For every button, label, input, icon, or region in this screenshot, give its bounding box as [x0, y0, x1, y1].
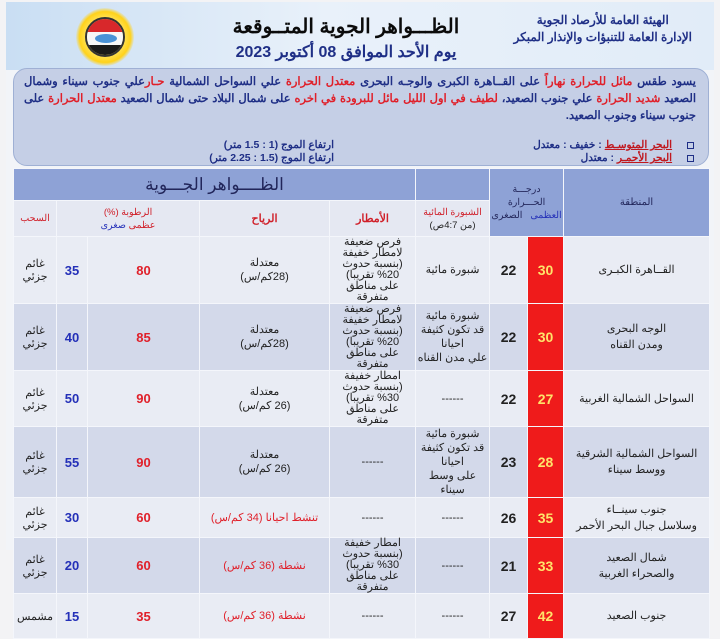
- summary-segment: على شمال البلاد حتى شمال الصعيد: [116, 93, 295, 105]
- summary-text: [24, 74, 696, 125]
- region-cell: [564, 594, 710, 639]
- table-row: [14, 498, 710, 538]
- temp-max-cell: 35: [528, 498, 564, 538]
- fog-cell-line: ------: [441, 392, 464, 405]
- wind-cell-line: معتدلة: [249, 449, 280, 461]
- table-row: [14, 371, 710, 427]
- table-row: [14, 538, 710, 594]
- header-temp-max: العظمى: [530, 210, 562, 221]
- region-cell: [564, 498, 710, 538]
- header-humidity-label: الرطوبة (%): [103, 206, 153, 218]
- temp-max-cell: 33: [528, 538, 564, 594]
- rain-cell-line: (بنسبة حدوث 30% تقريبا): [342, 381, 403, 404]
- rain-cell-line: ------: [361, 511, 384, 524]
- rain-cell-line: على مناطق متفرقة: [346, 347, 399, 370]
- header-fog: [416, 201, 490, 237]
- cloud-cell: غائم جزئي: [14, 498, 57, 538]
- region-cell-line: شمال الصعيد: [606, 551, 667, 564]
- rain-cell: [330, 594, 416, 639]
- header-hum-max: عظمى: [128, 219, 156, 231]
- rain-cell: [330, 371, 416, 427]
- region-cell-line: السواحل الشمالية الشرقية: [575, 448, 698, 460]
- temp-max-cell: 30: [528, 237, 564, 304]
- rain-cell-line: امطار خفيفة: [344, 537, 401, 549]
- humidity-max-cell: 60: [88, 538, 200, 594]
- region-cell-line: جنوب سينــاء: [606, 503, 667, 516]
- fog-cell-line: ------: [441, 610, 464, 622]
- fog-cell-line: ------: [441, 559, 464, 572]
- region-cell: [564, 427, 710, 498]
- rain-cell-line: على مناطق متفرقة: [346, 403, 399, 426]
- rain-cell-line: على مناطق متفرقة: [346, 280, 399, 303]
- org-line-1: الهيئة العامة للأرصاد الجوية: [536, 13, 669, 27]
- humidity-min-cell: 55: [57, 427, 88, 498]
- summary-segment: علي السواحل الشمالية: [164, 76, 286, 88]
- humidity-max-cell: 60: [88, 498, 200, 538]
- humidity-max-cell: 85: [88, 304, 200, 371]
- temp-min-cell: 22: [490, 371, 528, 427]
- wind-cell-line: (26 كم/س): [238, 399, 291, 412]
- checkbox-icon: [687, 142, 694, 149]
- forecast-table: [13, 168, 710, 639]
- table-row: [14, 304, 710, 371]
- summary-segment: مائل للحرارة نهاراً: [544, 76, 633, 88]
- temp-max-cell: 27: [528, 371, 564, 427]
- summary-segment: معتدل الحرارة: [48, 93, 117, 105]
- fog-cell: [416, 498, 490, 538]
- fog-cell: [416, 304, 490, 371]
- header-temperature: [490, 169, 564, 237]
- checkbox-icon: [687, 155, 694, 162]
- region-cell-line: السواحل الشمالية الغربية: [579, 392, 694, 405]
- fog-cell-line: على وسط سيناء: [428, 470, 477, 496]
- wind-cell: [200, 498, 330, 538]
- fog-cell-line: قد تكون كثيفة احيانا: [420, 442, 485, 468]
- rain-cell: [330, 237, 416, 304]
- temp-min-cell: 23: [490, 427, 528, 498]
- region-cell-line: والصحراء الغربية: [598, 567, 675, 580]
- header: [6, 2, 714, 70]
- region-cell-line: القــاهرة الكبـرى: [598, 264, 675, 276]
- header-hum-min: صغرى: [100, 219, 126, 231]
- table-row: [14, 594, 710, 639]
- wind-cell: [200, 427, 330, 498]
- sea-name: البحر الأحمـر: [616, 152, 673, 164]
- temp-min-cell: 26: [490, 498, 528, 538]
- wind-cell-line: (28كم/س): [240, 271, 289, 283]
- temp-min-cell: 21: [490, 538, 528, 594]
- fog-cell: [416, 237, 490, 304]
- weather-summary: [13, 68, 709, 166]
- wind-cell: [200, 304, 330, 371]
- rain-cell-line: (بنسبة حدوث 20% تقريبا): [342, 325, 403, 348]
- header-wind: الرياح: [200, 201, 330, 237]
- wind-cell: [200, 371, 330, 427]
- temp-min-cell: 22: [490, 237, 528, 304]
- summary-segment: حـار: [144, 76, 165, 88]
- humidity-min-cell: 50: [57, 371, 88, 427]
- summary-segment: شديد الحرارة: [596, 93, 661, 105]
- rain-cell: [330, 498, 416, 538]
- cloud-cell: مشمس: [14, 594, 57, 639]
- rain-cell-line: ------: [361, 610, 384, 622]
- humidity-min-cell: 30: [57, 498, 88, 538]
- sea-state: : معتدل: [580, 152, 615, 164]
- organization: [514, 12, 692, 46]
- region-cell: [564, 237, 710, 304]
- rain-cell: [330, 304, 416, 371]
- summary-segment: على القــاهرة الكبرى والوجـه البحرى: [355, 76, 545, 88]
- forecast-bulletin: [6, 2, 714, 624]
- rain-cell-line: امطار خفيفة: [344, 370, 401, 382]
- rain-cell-line: فرص ضعيفة لامطار خفيفة: [342, 303, 403, 326]
- page-title: الظـــواهر الجوية المتــوقعة: [232, 16, 460, 38]
- ema-logo-icon: [76, 8, 134, 66]
- fog-cell-line: شبورة مائية: [425, 428, 480, 440]
- rain-cell-line: فرص ضعيفة لامطار خفيفة: [342, 236, 403, 259]
- header-temp-min: الصغرى: [491, 210, 523, 221]
- region-cell-line: وسلاسل جبال البحر الأحمر: [576, 519, 697, 532]
- header-region: المنطقة: [564, 169, 710, 237]
- temp-max-cell: 30: [528, 304, 564, 371]
- header-fog-label: الشبورة المائية: [423, 206, 482, 218]
- org-line-2: الإدارة العامة للتنبؤات والإنذار المبكر: [513, 30, 692, 44]
- summary-segment: على جنوب سيناء وجنوب الصعيد.: [24, 93, 696, 122]
- wind-cell-line: تنشط احيانا (34 كم/س): [210, 511, 319, 524]
- summary-segment: لطيف في اول الليل مائل للبرودة في اخره: [294, 93, 498, 105]
- humidity-min-cell: 35: [57, 237, 88, 304]
- cloud-cell: غائم جزئي: [14, 237, 57, 304]
- region-cell: [564, 304, 710, 371]
- forecast-date: يوم الأحد الموافق 08 أكتوبر 2023: [235, 44, 457, 61]
- fog-cell: [416, 538, 490, 594]
- temp-max-cell: 42: [528, 594, 564, 639]
- header-temp-label: درجـــة الحـــرارة: [507, 184, 546, 208]
- humidity-min-cell: 15: [57, 594, 88, 639]
- region-cell: [564, 371, 710, 427]
- humidity-max-cell: 90: [88, 427, 200, 498]
- header-cloud: السحب: [14, 201, 57, 237]
- cloud-cell: غائم جزئي: [14, 304, 57, 371]
- header-humidity: [57, 201, 200, 237]
- fog-cell-line: شبورة مائية: [425, 264, 480, 276]
- fog-cell: [416, 594, 490, 639]
- table-row: [14, 237, 710, 304]
- rain-cell-line: (بنسبة حدوث 30% تقريبا): [342, 548, 403, 571]
- region-cell-line: ومدن القناه: [610, 339, 663, 351]
- header-fog-top: [416, 169, 490, 201]
- wind-cell-line: (26 كم/س): [238, 463, 291, 475]
- wind-cell-line: (28كم/س): [240, 338, 289, 350]
- rain-cell: [330, 538, 416, 594]
- summary-segment: علي جنوب سيناء وشمال الصعيد: [24, 76, 697, 105]
- fog-cell-line: ------: [441, 511, 464, 524]
- cloud-cell: غائم جزئي: [14, 427, 57, 498]
- wind-cell-line: معتدلة: [249, 324, 280, 336]
- wind-cell: [200, 594, 330, 639]
- rain-cell-line: (بنسبة حدوث 20% تقريبا): [342, 258, 403, 281]
- sea-state: : خفيف : معتدل: [533, 139, 602, 151]
- fog-cell: [416, 371, 490, 427]
- table-row: [14, 427, 710, 498]
- humidity-max-cell: 90: [88, 371, 200, 427]
- region-cell-line: جنوب الصعيد: [606, 610, 667, 622]
- region-cell-line: الوجه البحرى: [606, 323, 667, 335]
- wind-cell-line: نشطة (36 كم/س): [223, 559, 306, 572]
- fog-cell-line: شبورة مائية: [425, 310, 480, 322]
- wave-height: ارتفاع الموج (1 : 1.5 متر): [223, 139, 334, 151]
- wind-cell: [200, 237, 330, 304]
- cloud-cell: غائم جزئي: [14, 371, 57, 427]
- fog-cell: [416, 427, 490, 498]
- rain-cell: [330, 427, 416, 498]
- humidity-max-cell: 80: [88, 237, 200, 304]
- wind-cell: [200, 538, 330, 594]
- region-cell: [564, 538, 710, 594]
- temp-min-cell: 27: [490, 594, 528, 639]
- humidity-min-cell: 40: [57, 304, 88, 371]
- wind-cell-line: نشطة (36 كم/س): [223, 610, 306, 622]
- header-phenomena: الظــــواهر الجـــوية: [14, 169, 416, 201]
- fog-cell-line: قد تكون كثيفة احيانا: [420, 324, 485, 350]
- sea-name: البحر المتوسـط: [604, 139, 673, 151]
- humidity-max-cell: 35: [88, 594, 200, 639]
- wave-height: ارتفاع الموج (1.5 : 2.25 متر): [209, 152, 334, 164]
- wind-cell-line: معتدلة: [249, 385, 280, 398]
- temp-max-cell: 28: [528, 427, 564, 498]
- region-cell-line: ووسط سيناء: [607, 464, 666, 476]
- rain-cell-line: على مناطق متفرقة: [346, 570, 399, 593]
- header-fog-time: (من 4:7ص): [429, 219, 476, 231]
- humidity-min-cell: 20: [57, 538, 88, 594]
- temp-min-cell: 22: [490, 304, 528, 371]
- wind-cell-line: معتدلة: [249, 257, 280, 269]
- summary-segment: معتدل الحرارة: [285, 76, 356, 88]
- summary-segment: يسود طقس: [632, 76, 697, 88]
- rain-cell-line: ------: [361, 456, 384, 468]
- summary-segment: علي جنوب الصعيد،: [497, 93, 597, 105]
- header-rain: الأمطار: [330, 201, 416, 237]
- cloud-cell: غائم جزئي: [14, 538, 57, 594]
- sea-red: [34, 152, 694, 168]
- fog-cell-line: علي مدن القناه: [417, 352, 488, 364]
